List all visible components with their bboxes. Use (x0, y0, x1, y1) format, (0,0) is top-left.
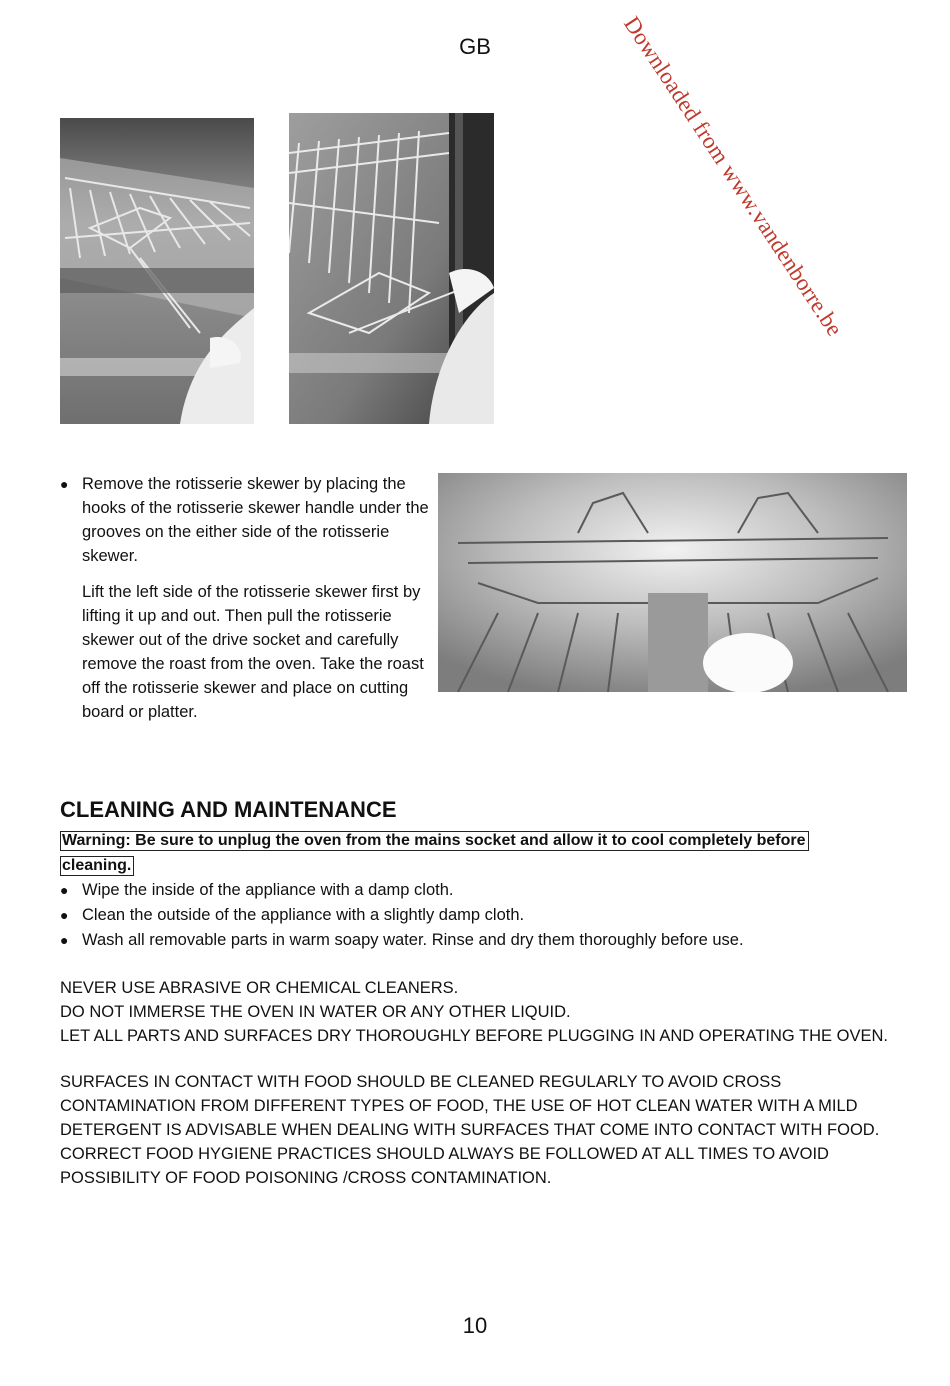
hygiene-line: DETERGENT IS ADVISABLE WHEN DEALING WITH SURFACES THAT COME INTO CONTACT WITH FOOD. (60, 1121, 880, 1139)
bullet-icon: ● (60, 907, 69, 923)
list-item (60, 472, 440, 568)
warning-box (60, 828, 858, 878)
list-item (60, 903, 890, 928)
hygiene-block (60, 1070, 890, 1190)
bullet-icon: ● (60, 882, 69, 898)
cleaning-list (60, 878, 890, 953)
bullet-icon: ● (60, 476, 69, 492)
page-number: 10 (462, 1313, 488, 1338)
language-code: GB (459, 34, 491, 59)
list-item-text: Wash all removable parts in warm soapy water. Rinse and dry them thoroughly before use. (82, 931, 744, 949)
hygiene-line: CONTAMINATION FROM DIFFERENT TYPES OF FOOD, THE USE OF HOT CLEAN WATER WITH A MILD (60, 1097, 858, 1115)
caution-line: LET ALL PARTS AND SURFACES DRY THOROUGHLY BEFORE PLUGGING IN AND OPERATING THE OVEN. (60, 1027, 888, 1045)
lift-instructions: Lift the left side of the rotisserie skewer first by lifting it up and out. Then pull the rotisserie skewer out of the drive socket and carefully remove the roast from the oven. Take the roast off the rotisserie skewer and place on cutting board or platter. (82, 583, 424, 721)
hygiene-line: SURFACES IN CONTACT WITH FOOD SHOULD BE CLEANED REGULARLY TO AVOID CROSS (60, 1073, 782, 1091)
hygiene-line: POSSIBILITY OF FOOD POISONING /CROSS CONTAMINATION. (60, 1169, 552, 1187)
list-item-text: Wipe the inside of the appliance with a damp cloth. (82, 881, 454, 899)
warning-text: Warning: Be sure to unplug the oven from the mains socket and allow it to cool completely before cleaning. (60, 831, 809, 876)
rotisserie-oven-photo (438, 473, 907, 692)
caution-line: NEVER USE ABRASIVE OR CHEMICAL CLEANERS. (60, 979, 459, 997)
list-item-text: Clean the outside of the appliance with a slightly damp cloth. (82, 906, 525, 924)
removal-step-text: Remove the rotisserie skewer by placing the hooks of the rotisserie skewer handle under the grooves on the either side of the rotisserie skewer. (82, 475, 429, 565)
caution-line: DO NOT IMMERSE THE OVEN IN WATER OR ANY OTHER LIQUID. (60, 1003, 571, 1021)
list-item (60, 878, 890, 903)
bullet-icon: ● (60, 932, 69, 948)
section-heading: CLEANING AND MAINTENANCE (60, 797, 397, 822)
removal-instructions (60, 472, 440, 724)
list-item (60, 928, 890, 953)
caution-block (60, 976, 890, 1048)
hygiene-line: CORRECT FOOD HYGIENE PRACTICES SHOULD ALWAYS BE FOLLOWED AT ALL TIMES TO AVOID (60, 1145, 829, 1163)
download-watermark: Downloaded from www.vandenborre.be (619, 12, 848, 341)
rotisserie-handle-photo-2 (289, 113, 494, 424)
rotisserie-handle-photo-1 (60, 118, 254, 424)
